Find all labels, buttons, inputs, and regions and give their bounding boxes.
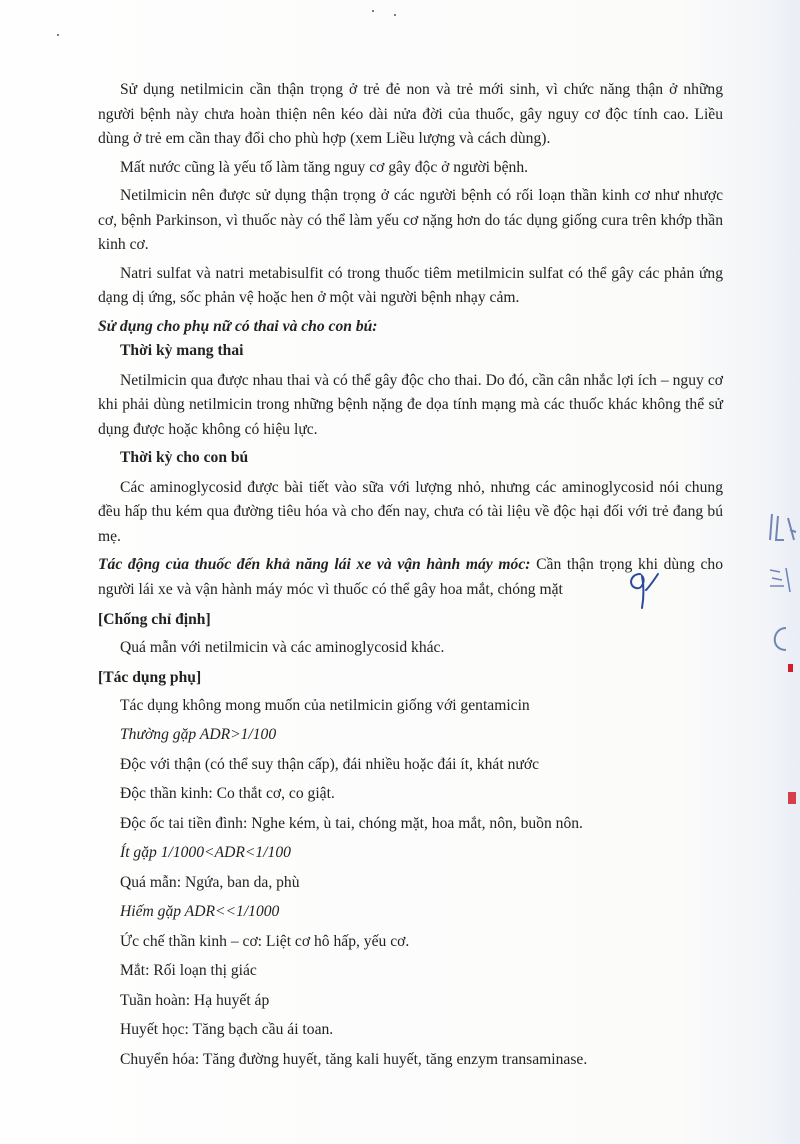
adverse-heading: [Tác dụng phụ]	[98, 669, 202, 686]
lactation-subheading: Thời kỳ cho con bú	[120, 449, 249, 466]
edge-red-mark	[788, 664, 793, 672]
paragraph-premature: Sử dụng netilmicin cần thận trọng ở trẻ đẻ non và trẻ mới sinh, vì chức năng thận ở những người bệnh này chưa hoàn thiện nên kéo dài nửa đời của thuốc, gây nguy cơ độc tính cao. Liều dùng ở trẻ em cần thay đổi cho phù hợp (xem Liều lượng và cách dùng).	[98, 81, 723, 147]
adverse-intro: Tác dụng không mong muốn của netilmicin giống với gentamicin	[120, 696, 530, 714]
lactation-text: Các aminoglycosid được bài tiết vào sữa với lượng nhỏ, nhưng các aminoglycosid nói chung đều hấp thu kém qua đường tiêu hóa và cho đến nay, chưa có tài liệu về độc hại đối với trẻ đang bú mẹ.	[98, 478, 723, 545]
driving-text: Cần thận trọng khi dùng cho người lái xe và vận hành máy móc vì thuốc có thể gây hoa mắt, chóng mặt	[98, 556, 724, 598]
scan-speck	[394, 14, 396, 16]
common-item: Độc với thận (có thể suy thận cấp), đái nhiều hoặc đái ít, khát nước	[120, 755, 539, 773]
common-item: Độc thần kinh: Co thắt cơ, co giật.	[120, 785, 335, 802]
common-label: Thường gặp ADR>1/100	[120, 726, 277, 743]
paragraph-sulfite: Natri sulfat và natri metabisulfit có trong thuốc tiêm metilmicin sulfat có thể gây các phản ứng dạng dị ứng, sốc phản vệ hoặc hen ở một vài người bệnh nhạy cảm.	[98, 264, 723, 306]
scan-speck	[57, 34, 59, 36]
edge-stamp-icon	[766, 510, 800, 544]
contraindication-text: Quá mẫn với netilmicin và các aminoglycosid khác.	[120, 638, 445, 656]
uncommon-label: Ít gặp 1/1000<ADR<1/100	[120, 844, 291, 861]
signature-icon	[620, 566, 668, 614]
pregnancy-subheading: Thời kỳ mang thai	[120, 342, 244, 359]
rare-label: Hiếm gặp ADR<<1/1000	[120, 903, 280, 920]
rare-item: Ức chế thần kinh – cơ: Liệt cơ hô hấp, yếu cơ.	[120, 932, 410, 950]
paragraph-neuromuscular: Netilmicin nên được sử dụng thận trọng ở các người bệnh có rối loạn thần kinh cơ như nhược cơ, bệnh Parkinson, vì thuốc này có thể làm yếu cơ nặng hơn do tác dụng giống cura trên khớp thần kinh cơ.	[98, 187, 723, 253]
edge-stamp-icon	[766, 622, 800, 656]
pregnancy-heading: Sử dụng cho phụ nữ có thai và cho con bú:	[98, 317, 378, 335]
scan-speck	[372, 10, 374, 12]
rare-item: Mắt: Rối loạn thị giác	[120, 962, 257, 979]
paragraph-dehydration: Mất nước cũng là yếu tố làm tăng nguy cơ gây độc ở người bệnh.	[120, 158, 529, 176]
contraindication-heading: [Chống chỉ định]	[98, 611, 211, 628]
rare-item: Huyết học: Tăng bạch cầu ái toan.	[120, 1021, 334, 1038]
rare-item: Chuyển hóa: Tăng đường huyết, tăng kali huyết, tăng enzym transaminase.	[120, 1050, 588, 1068]
uncommon-item: Quá mẫn: Ngứa, ban da, phù	[120, 873, 300, 891]
edge-red-mark	[788, 792, 796, 804]
rare-item: Tuần hoàn: Hạ huyết áp	[120, 991, 270, 1009]
edge-stamp-icon	[766, 562, 800, 602]
common-item: Độc ốc tai tiền đình: Nghe kém, ù tai, chóng mặt, hoa mắt, nôn, buồn nôn.	[120, 814, 583, 832]
driving-label: Tác động của thuốc đến khả năng lái xe và vận hành máy móc:	[98, 556, 531, 573]
pregnancy-text: Netilmicin qua được nhau thai và có thể gây độc cho thai. Do đó, cần cân nhắc lợi ích – nguy cơ khi phải dùng netilmicin trong những bệnh nặng đe dọa tính mạng mà các thuốc khác không thể sử dụng được hoặc không có hiệu lực.	[98, 371, 723, 438]
